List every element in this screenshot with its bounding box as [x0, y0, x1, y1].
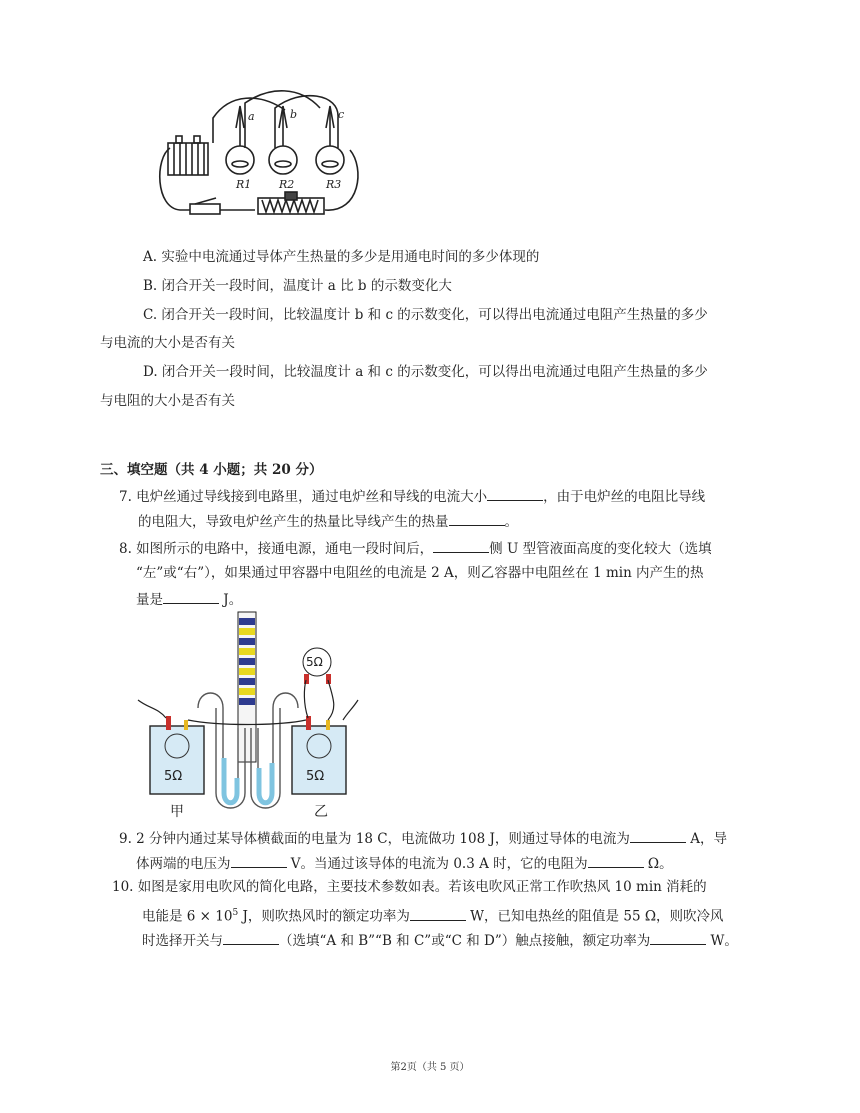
q7-blank-2[interactable]: [449, 511, 505, 526]
resistor-top-label: 5Ω: [306, 655, 323, 669]
container-label-jia: 甲: [170, 804, 184, 820]
q10-blank-3[interactable]: [650, 930, 706, 945]
q10-line3: 时选择开关与 （选填“A 和 B”“B 和 C”或“C 和 D”）触点接触，额定功率为 W。: [142, 930, 738, 950]
q10-blank-2[interactable]: [223, 930, 279, 945]
resistor-label-r3: R3: [326, 178, 342, 191]
thermometer-label-a: a: [248, 110, 255, 123]
option-a: A. 实验中电流通过导体产生热量的多少是用通电时间的多少体现的: [143, 249, 540, 265]
q8-line1: 8. 如图所示的电路中，接通电源，通电一段时间后， 侧 U 型管液面高度的变化较大（选填: [119, 538, 712, 558]
q8-line2: “左”或“右”），如果通过甲容器中电阻丝的电流是 2 A，则乙容器中电阻丝在 1 min 内产生的热: [136, 565, 704, 581]
q9-line1: 9. 2 分钟内通过某导体横截面的电量为 18 C，电流做功 108 J，则通过导体的电流为 A，导: [119, 828, 727, 848]
option-c-line2: 与电流的大小是否有关: [100, 335, 235, 351]
resistor-label-r1: R1: [236, 178, 252, 191]
q10-blank-1[interactable]: [410, 906, 466, 921]
option-d-line1: D. 闭合开关一段时间，比较温度计 a 和 c 的示数变化，可以得出电流通过电阻产生热量的多少: [143, 364, 708, 380]
q7-blank-1[interactable]: [487, 486, 543, 501]
circuit-figure-thermometers: [150, 88, 365, 228]
option-d-line2: 与电阻的大小是否有关: [100, 393, 235, 409]
thermometer-label-c: c: [338, 108, 345, 121]
page-footer: 第2页（共 5 页）: [390, 1062, 470, 1073]
q10-line2: 电能是 $6 \times 10^5$ J，则吹热风时的额定功率为 W，已知电热丝的阻值是 55 Ω，则吹冷风: [142, 904, 724, 926]
q8-line3: 量是 J。: [136, 589, 242, 609]
q8-blank-1[interactable]: [433, 538, 489, 553]
section-title: 三、填空题（共 4 小题；共 20 分）: [100, 462, 323, 478]
q7-line2: 的电阻大，导致电炉丝产生的热量比导线产生的热量 。: [138, 511, 518, 531]
q7-line1: 7. 电炉丝通过导线接到电路里，通过电炉丝和导线的电流大小 ，由于电炉丝的电阻比导线: [119, 486, 705, 506]
q10-line1: 10. 如图是家用电吹风的简化电路，主要技术参数如表。若该电吹风正常工作吹热风 10 min 消耗的: [112, 879, 707, 895]
u-tube-figure: [128, 608, 368, 823]
option-b: B. 闭合开关一段时间，温度计 a 比 b 的示数变化大: [143, 278, 452, 294]
thermometer-label-b: b: [290, 108, 298, 121]
q8-blank-2[interactable]: [163, 589, 219, 604]
q9-line2: 体两端的电压为 V。当通过该导体的电流为 0.3 A 时，它的电阻为 Ω。: [136, 853, 673, 873]
q9-blank-3[interactable]: [588, 853, 644, 868]
q9-blank-2[interactable]: [231, 853, 287, 868]
resistor-left-label: 5Ω: [164, 769, 183, 784]
option-c-line1: C. 闭合开关一段时间，比较温度计 b 和 c 的示数变化，可以得出电流通过电阻产生热量的多少: [143, 307, 708, 323]
resistor-right-label: 5Ω: [306, 769, 325, 784]
resistor-label-r2: R2: [279, 178, 295, 191]
container-label-yi: 乙: [314, 804, 328, 820]
q9-blank-1[interactable]: [630, 828, 686, 843]
